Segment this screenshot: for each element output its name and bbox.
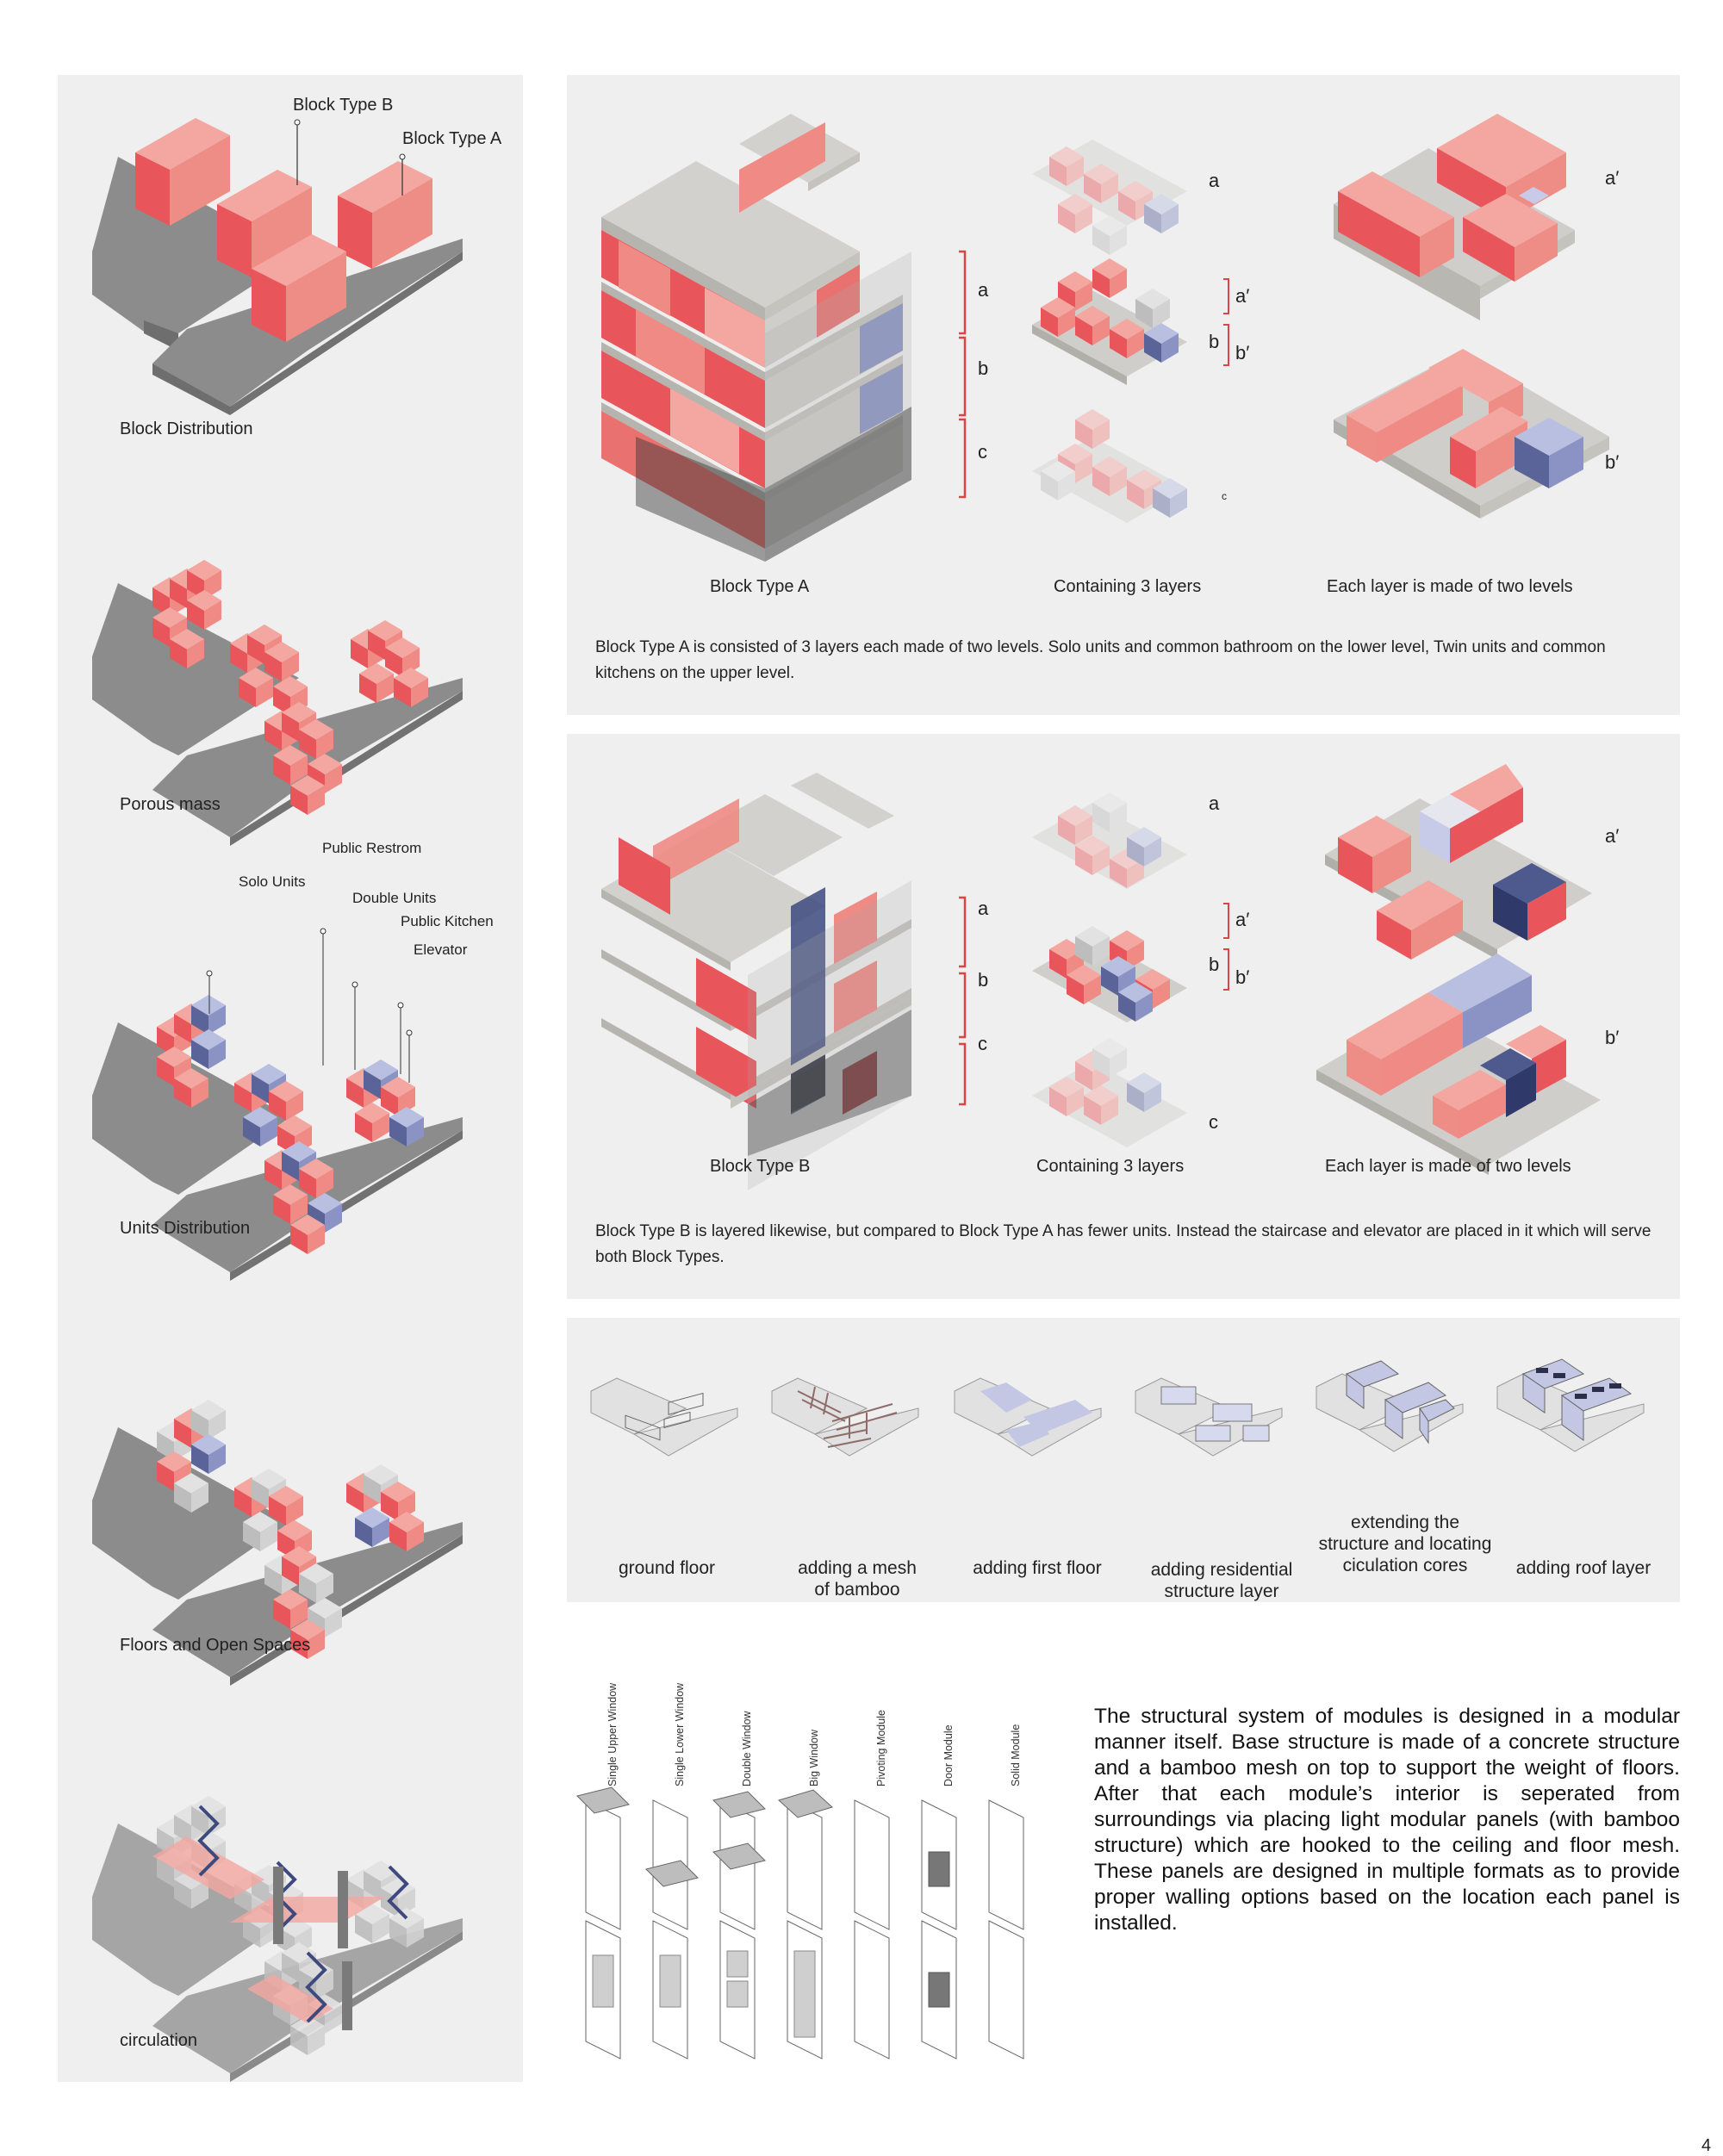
block-type-b-panel: [567, 734, 1680, 1299]
units-distribution-diagram: [58, 885, 523, 1255]
layer-letter-c: c: [978, 1033, 987, 1054]
step-title: circulation: [120, 2031, 198, 2050]
layer-letter-b: b: [978, 357, 989, 379]
module-label: Big Window: [808, 1730, 820, 1786]
construction-step-bamboo-mesh: [763, 1365, 927, 1477]
legend-solo-units: Solo Units: [239, 873, 306, 890]
circulation-diagram: [58, 1703, 523, 2065]
module-panels: [569, 1662, 1051, 2076]
block-type-a-label: Block Type A: [402, 129, 502, 148]
sub-letter-a-prime-right: a′: [1605, 167, 1620, 189]
sub-letter-b-prime-right: b′: [1605, 451, 1620, 473]
construction-step-first-floor: [946, 1365, 1110, 1477]
block-b-levels: [1308, 734, 1670, 1165]
module-label: Solid Module: [1010, 1724, 1022, 1786]
construction-step-roof-layer: [1489, 1361, 1652, 1473]
caption-two-levels: Each layer is made of two levels: [1325, 1157, 1571, 1176]
step-label-circulation-cores: extending the structure and locating ciculation cores: [1318, 1513, 1492, 1575]
block-a-levels: [1308, 75, 1670, 557]
sub-letter-a-prime-right: a′: [1605, 825, 1620, 847]
structural-system-text: The structural system of modules is designed in a modular manner itself. Base structure is made of a concrete structure and a bamboo mesh on top to support the weight of floors. After that each module’s interior is seperated from surroundings via placing light modular panels (with bamboo structure) which are hooked to the ceiling and floor mesh. These panels are designed in multiple formats as to provide proper walling options based on the location each panel is installed.: [1094, 1705, 1680, 1935]
layer-letter-a: a: [978, 898, 989, 919]
block-type-b-label: Block Type B: [293, 96, 394, 115]
layer-letter-b-stack: b: [1209, 331, 1220, 352]
layer-letter-a-stack: a: [1209, 170, 1220, 191]
module-label: Door Module: [942, 1724, 955, 1786]
construction-step-ground-floor: [582, 1365, 746, 1477]
legend-public-restroom: Public Restrom: [322, 840, 422, 856]
floors-open-spaces-diagram: [58, 1315, 523, 1660]
layer-letter-b: b: [978, 969, 989, 991]
module-label: Double Window: [741, 1711, 753, 1786]
step-label-residential-layer: adding residential structure layer: [1150, 1560, 1293, 1601]
caption-containing-layers: Containing 3 layers: [1054, 577, 1202, 596]
caption-block-type-a: Block Type A: [710, 577, 810, 596]
step-label-ground-floor: ground floor: [618, 1558, 716, 1578]
step-label-first-floor: adding first floor: [973, 1558, 1102, 1578]
step-label-roof-layer: adding roof layer: [1515, 1558, 1651, 1578]
block-a-layers-stack: [1015, 75, 1239, 540]
page-number: 4: [1701, 2136, 1712, 2155]
caption-block-type-b: Block Type B: [710, 1157, 811, 1176]
caption-containing-layers: Containing 3 layers: [1036, 1157, 1185, 1176]
layer-letter-b-stack: b: [1209, 954, 1220, 975]
layer-letter-a: a: [978, 279, 989, 301]
caption-two-levels: Each layer is made of two levels: [1327, 577, 1573, 596]
layer-letter-c-stack: c: [1209, 1111, 1218, 1133]
construction-step-residential-layer: [1127, 1365, 1291, 1477]
step-label-bamboo-mesh: adding a mesh of bamboo: [798, 1558, 917, 1600]
step-title: Block Distribution: [120, 419, 253, 438]
sub-letter-b-prime-right: b′: [1605, 1027, 1620, 1048]
block-a-description: Block Type A is consisted of 3 layers each made of two levels. Solo units and common bathroom on the lower level, Twin units and common kitchens on the upper level.: [595, 638, 1606, 682]
sub-letter-a-prime: a′: [1235, 285, 1250, 307]
sub-letter-b-prime: b′: [1235, 342, 1250, 363]
legend-double-units: Double Units: [352, 890, 437, 906]
module-label: Single Upper Window: [606, 1682, 619, 1786]
layer-letter-c: c: [978, 441, 987, 463]
block-b-layers-stack: [1015, 734, 1239, 1165]
step-title: Floors and Open Spaces: [120, 1636, 311, 1655]
step-title: Units Distribution: [120, 1219, 251, 1238]
layer-letter-c-stack: c: [1222, 490, 1227, 502]
legend-public-kitchen: Public Kitchen: [401, 913, 494, 929]
construction-steps-panel: [567, 1318, 1680, 1602]
block-type-a-panel: [567, 75, 1680, 715]
module-label: Pivoting Module: [875, 1710, 887, 1786]
layer-letter-a-stack: a: [1209, 792, 1220, 814]
construction-step-circulation-cores: [1308, 1361, 1471, 1473]
module-drawings: [569, 1662, 1051, 2059]
block-b-description: Block Type B is layered likewise, but compared to Block Type A has fewer units. Instead the staircase and elevator are placed in it which will serve both Block Types.: [595, 1222, 1651, 1266]
left-panel: [58, 75, 523, 2082]
module-label: Single Lower Window: [674, 1682, 686, 1786]
legend-elevator: Elevator: [414, 941, 468, 958]
sub-letter-b-prime: b′: [1235, 966, 1250, 988]
step-title: Porous mass: [120, 795, 221, 814]
sub-letter-a-prime: a′: [1235, 909, 1250, 930]
